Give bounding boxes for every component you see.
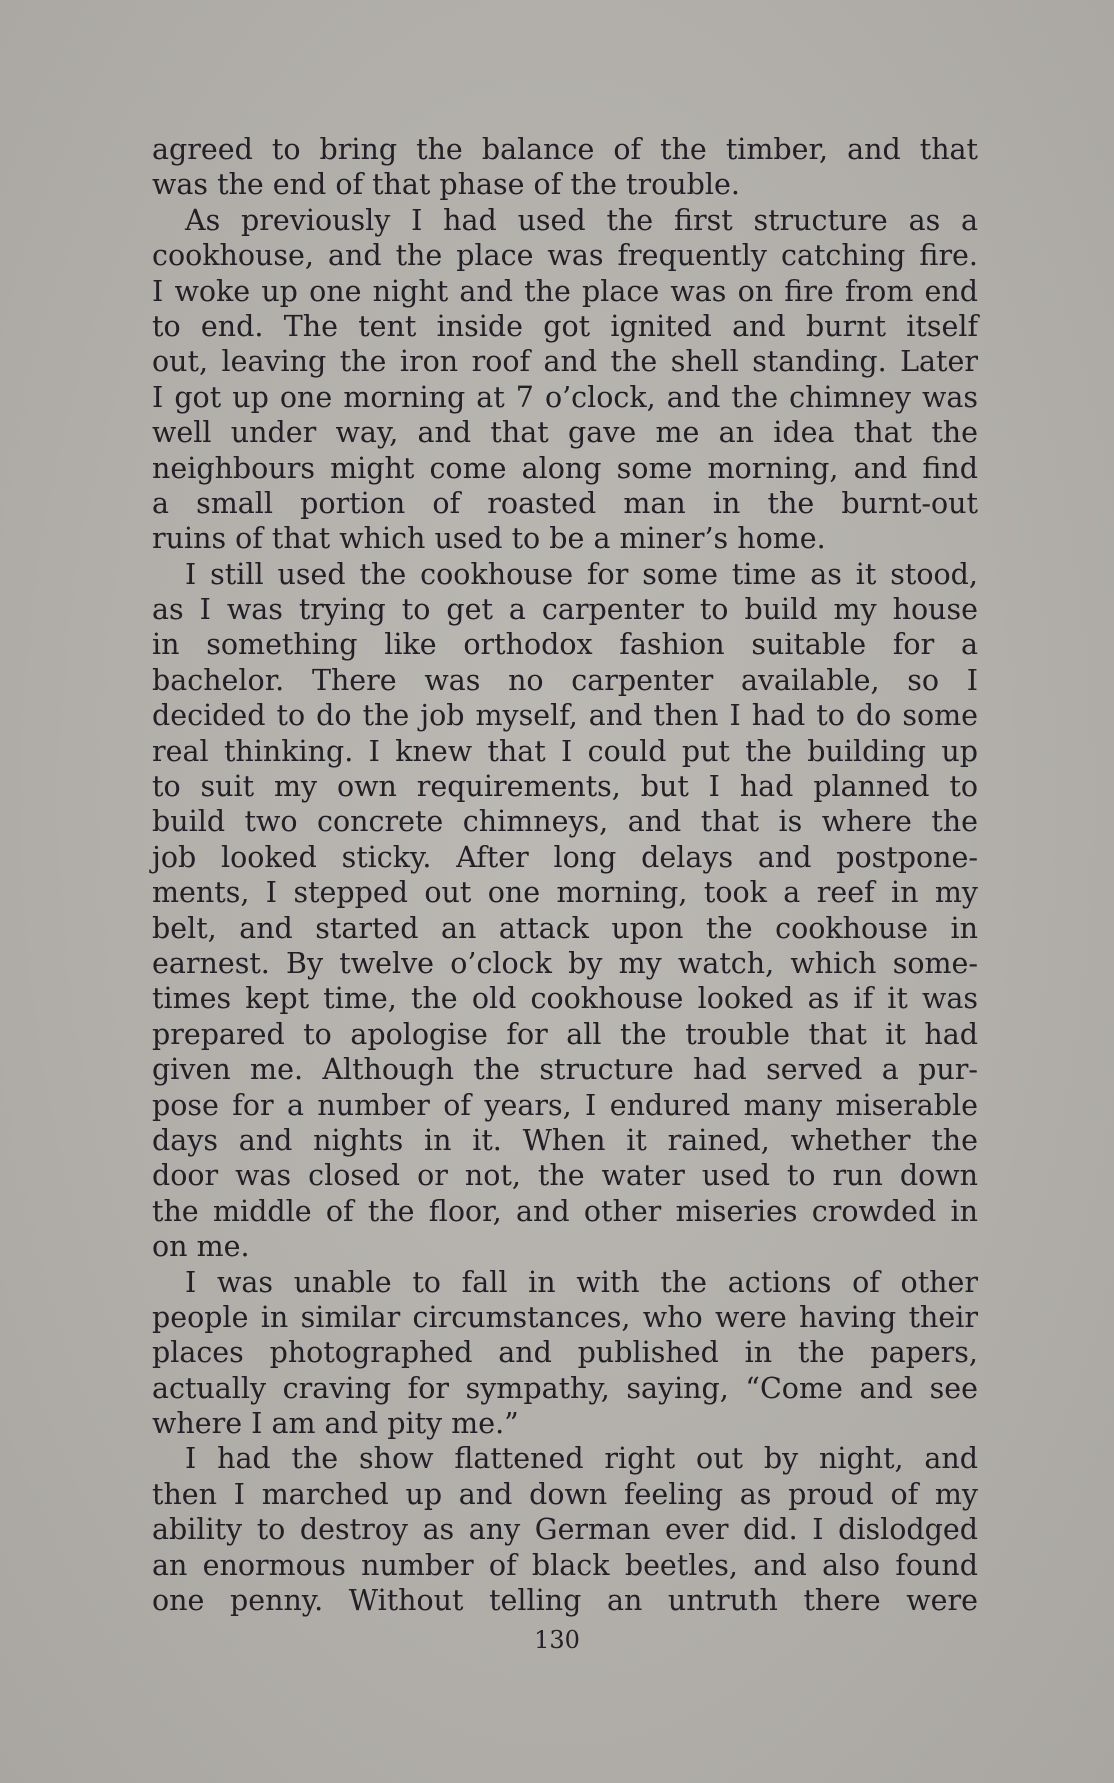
text-line: to end. The tent inside got ignited and burnt itself	[152, 309, 978, 343]
text-line: places photographed and published in the papers,	[152, 1336, 978, 1370]
text-line: I had the show flattened right out by night, and	[185, 1442, 978, 1476]
text-line: people in similar circumstances, who were having their	[152, 1300, 978, 1334]
text-line: I still used the cookhouse for some time as it stood,	[185, 557, 978, 591]
text-line: As previously I had used the first structure as a	[185, 203, 978, 237]
text-line: given me. Although the structure had served a pur-	[152, 1053, 978, 1087]
text-line: prepared to apologise for all the trouble that it had	[152, 1017, 978, 1051]
text-line: cookhouse, and the place was frequently catching fire.	[152, 239, 978, 273]
text-line: out, leaving the iron roof and the shell standing. Later	[152, 345, 978, 379]
text-line: times kept time, the old cookhouse looked as if it was	[152, 982, 978, 1016]
text-line: as I was trying to get a carpenter to build my house	[152, 593, 978, 627]
text-line: to suit my own requirements, but I had planned to	[152, 770, 978, 804]
text-line: job looked sticky. After long delays and postpone-	[152, 840, 978, 874]
text-line: well under way, and that gave me an idea that the	[152, 416, 978, 450]
text-line: a small portion of roasted man in the burnt-out	[152, 486, 978, 520]
text-line: where I am and pity me.”	[152, 1407, 519, 1441]
text-line: agreed to bring the balance of the timber, and that	[152, 133, 978, 166]
text-line: neighbours might come along some morning, and find	[152, 451, 978, 485]
text-line: ability to destroy as any German ever did. I dislodged	[152, 1513, 978, 1547]
text-line: earnest. By twelve o’clock by my watch, which some-	[152, 946, 978, 980]
text-line: I got up one morning at 7 o’clock, and the chimney was	[152, 380, 978, 414]
text-line: days and nights in it. When it rained, whether the	[152, 1123, 978, 1157]
page-number: 130	[534, 1626, 580, 1654]
text-line: ments, I stepped out one morning, took a reef in my	[152, 876, 978, 910]
text-line: belt, and started an attack upon the cookhouse in	[152, 911, 978, 945]
text-line: decided to do the job myself, and then I had to do some	[152, 699, 978, 733]
text-line: one penny. Without telling an untruth there were	[152, 1584, 978, 1618]
text-line: door was closed or not, the water used to run down	[152, 1159, 978, 1193]
text-line: real thinking. I knew that I could put the building up	[152, 734, 978, 768]
text-line: was the end of that phase of the trouble.	[152, 168, 740, 202]
text-line: an enormous number of black beetles, and also found	[152, 1548, 978, 1582]
text-line: actually craving for sympathy, saying, “Come and see	[152, 1371, 978, 1405]
text-line: the middle of the floor, and other miseries crowded in	[152, 1194, 978, 1228]
text-line: on me.	[152, 1230, 250, 1264]
text-line: bachelor. There was no carpenter available, so I	[152, 663, 978, 697]
text-line: in something like orthodox fashion suitable for a	[152, 628, 978, 662]
text-line: I was unable to fall in with the actions of other	[185, 1265, 978, 1299]
text-line: ruins of that which used to be a miner’s home.	[152, 522, 826, 556]
body-text	[152, 132, 978, 1618]
text-line: build two concrete chimneys, and that is where the	[152, 805, 978, 839]
text-line: pose for a number of years, I endured many miserable	[152, 1088, 978, 1122]
text-line: I woke up one night and the place was on fire from end	[152, 274, 978, 308]
text-line: then I marched up and down feeling as proud of my	[152, 1477, 978, 1511]
